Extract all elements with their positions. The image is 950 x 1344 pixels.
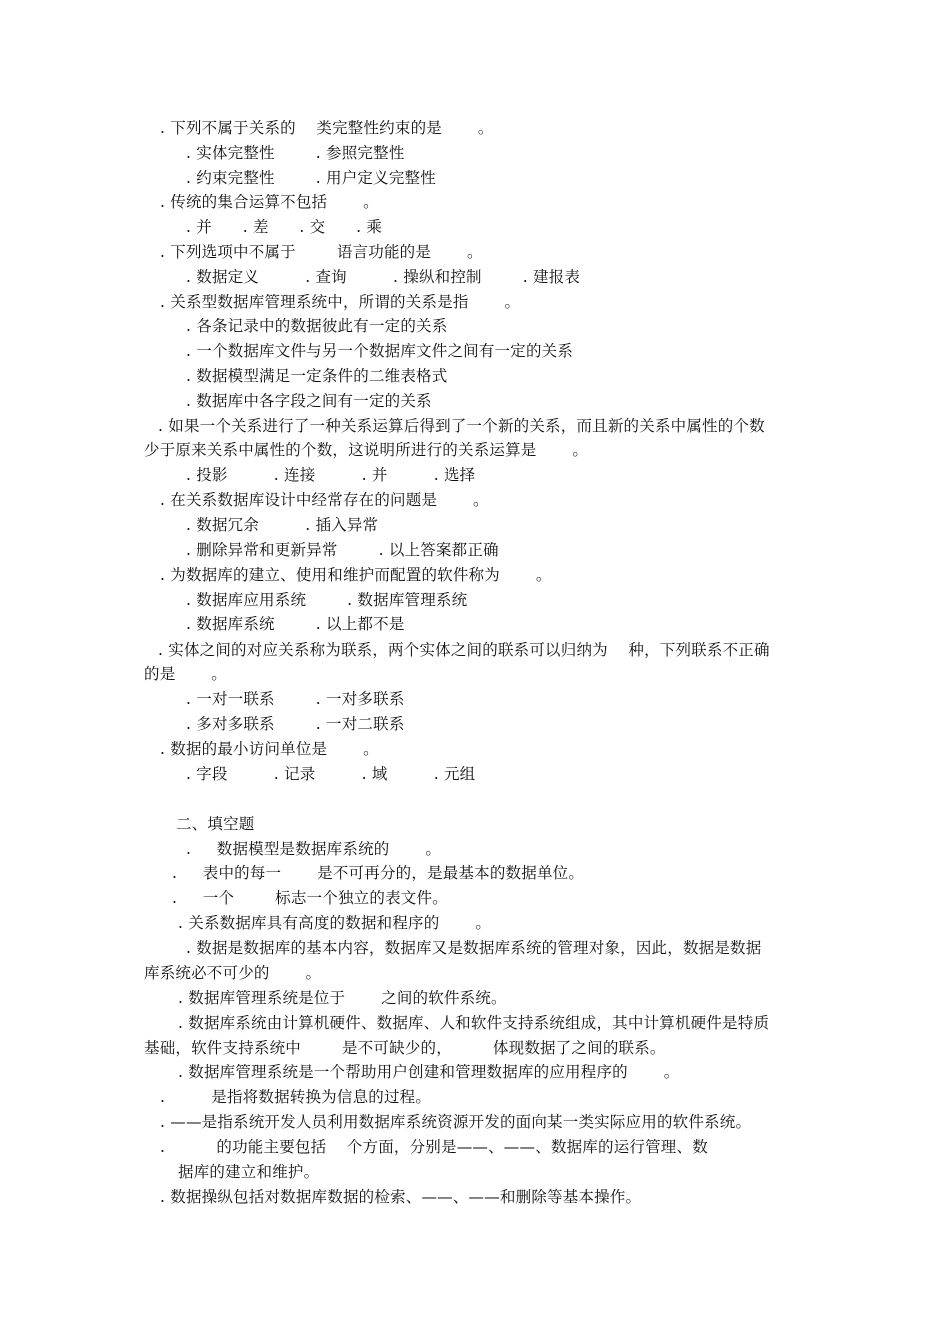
question-6-options-b: . 删除异常和更新异常 . 以上答案都正确 — [186, 541, 499, 559]
fill-5-line-1: . 数据是数据库的基本内容，数据库又是数据库系统的管理对象，因此，数据是数据 — [186, 939, 762, 957]
fill-3: . 一个 标志一个独立的表文件。 — [172, 889, 448, 907]
fill-12: . 数据操纵包括对数据库数据的检索、——、——和删除等基本操作。 — [160, 1188, 642, 1206]
question-7-options-a: . 数据库应用系统 . 数据库管理系统 — [186, 591, 468, 609]
question-7-options-b: . 数据库系统 . 以上都不是 — [186, 615, 405, 633]
fill-11-line-2: 据库的建立和维护。 — [178, 1163, 320, 1181]
question-8-stem-line-1: . 实体之间的对应关系称为联系，两个实体之间的联系可以归纳为 种，下列联系不正确 — [158, 641, 770, 659]
fill-7-line-1: . 数据库系统由计算机硬件、数据库、人和软件支持系统组成，其中计算机硬件是特质 — [178, 1014, 770, 1032]
fill-4: . 关系数据库具有高度的数据和程序的 。 — [178, 914, 492, 932]
fill-7-line-2: 基础，软件支持系统中 是不可缺少的， 体现数据了之间的联系。 — [144, 1039, 666, 1057]
fill-9: . 是指将数据转换为信息的过程。 — [160, 1088, 432, 1106]
question-4-option-3: . 数据模型满足一定条件的二维表格式 — [186, 367, 448, 385]
question-8-stem-line-2: 的是 。 — [144, 665, 227, 683]
question-5-stem-line-1: . 如果一个关系进行了一种关系运算后得到了一个新的关系，而且新的关系中属性的个数 — [158, 417, 765, 435]
question-1-stem: . 下列不属于关系的 类完整性约束的是 。 — [160, 119, 494, 137]
fill-8: . 数据库管理系统是一个帮助用户创建和管理数据库的应用程序的 。 — [178, 1063, 680, 1081]
question-6-stem: . 在关系数据库设计中经常存在的问题是 。 — [160, 491, 489, 509]
question-6-options-a: . 数据冗余 . 插入异常 — [186, 516, 379, 534]
question-8-options-a: . 一对一联系 . 一对多联系 — [186, 690, 405, 708]
question-4-stem: . 关系型数据库管理系统中，所谓的关系是指 。 — [160, 293, 521, 311]
question-2-options: . 并 . 差 . 交 . 乘 — [186, 218, 383, 236]
question-2-stem: . 传统的集合运算不包括 。 — [160, 193, 379, 211]
fill-2: . 表中的每一 是不可再分的，是最基本的数据单位。 — [172, 864, 585, 882]
fill-11-line-1: . 的功能主要包括 个方面，分别是——、——、数据库的运行管理、数 — [160, 1138, 708, 1156]
fill-10: . ——是指系统开发人员利用数据库系统资源开发的面向某一类实际应用的软件系统。 — [160, 1113, 752, 1131]
question-4-option-1: . 各条记录中的数据彼此有一定的关系 — [186, 317, 448, 335]
question-1-options-a: . 实体完整性 . 参照完整性 — [186, 144, 405, 162]
question-3-stem: . 下列选项中不属于 语言功能的是 。 — [160, 243, 483, 261]
question-1-options-b: . 约束完整性 . 用户定义完整性 — [186, 169, 436, 187]
question-9-stem: . 数据的最小访问单位是 。 — [160, 740, 379, 758]
question-4-option-4: . 数据库中各字段之间有一定的关系 — [186, 392, 432, 410]
fill-5-line-2: 库系统必不可少的 。 — [144, 964, 322, 982]
question-8-options-b: . 多对多联系 . 一对二联系 — [186, 715, 405, 733]
fill-6: . 数据库管理系统是位于 之间的软件系统。 — [178, 989, 507, 1007]
section-2-heading: 二、填空题 — [176, 815, 255, 833]
question-4-option-2: . 一个数据库文件与另一个数据库文件之间有一定的关系 — [186, 342, 574, 360]
question-3-options: . 数据定义 . 查询 . 操纵和控制 . 建报表 — [186, 268, 581, 286]
question-7-stem: . 为数据库的建立、使用和维护而配置的软件称为 。 — [160, 566, 552, 584]
question-5-options: . 投影 . 连接 . 并 . 选择 — [186, 466, 476, 484]
question-5-stem-line-2: 少于原来关系中属性的个数，这说明所进行的关系运算是 。 — [144, 441, 589, 459]
fill-1: . 数据模型是数据库系统的 。 — [186, 840, 442, 858]
question-9-options: . 字段 . 记录 . 域 . 元组 — [186, 765, 476, 783]
